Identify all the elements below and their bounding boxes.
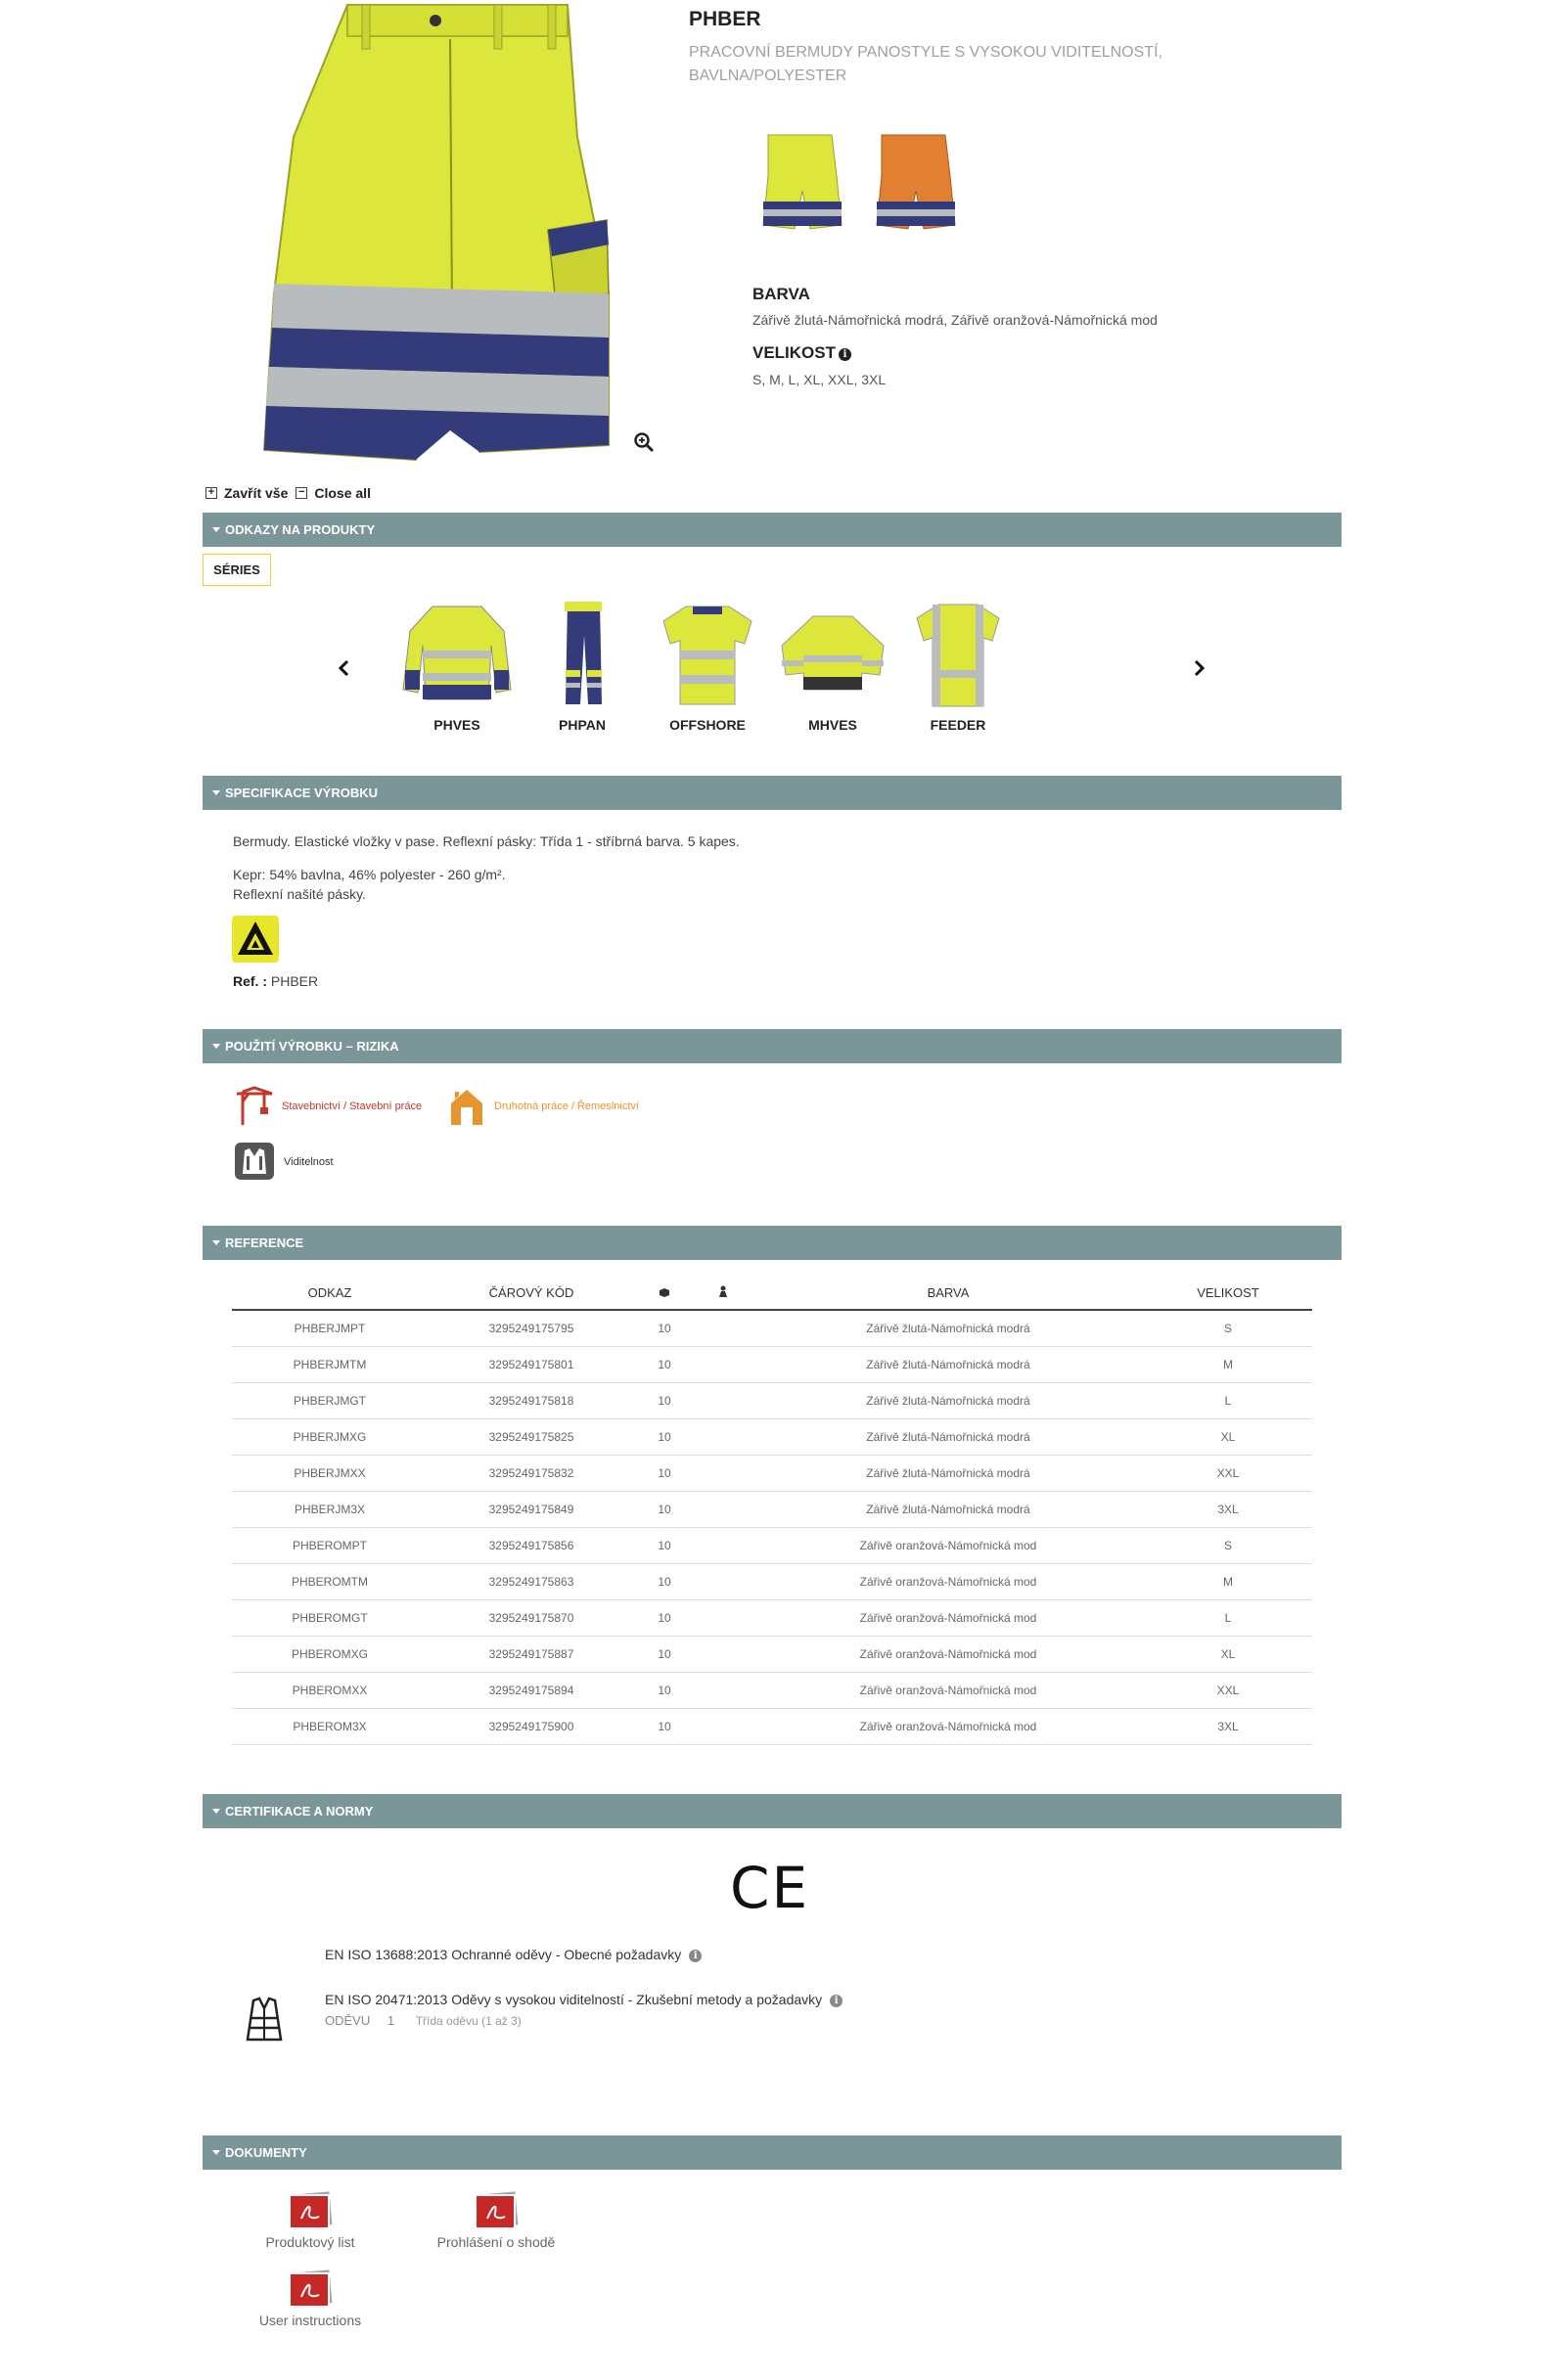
- cell-qty: 10: [635, 1563, 694, 1599]
- cell-qty: 10: [635, 1455, 694, 1491]
- standard-en-iso-20471: [325, 1992, 842, 2007]
- product-info: [689, 8, 1296, 88]
- col-header-size: VELIKOST: [1144, 1277, 1312, 1310]
- cell-qty: 10: [635, 1418, 694, 1455]
- table-row: [232, 1346, 1312, 1382]
- size-label: VELIKOST: [752, 343, 837, 362]
- minus-icon: −: [296, 487, 307, 499]
- ref-value: PHBER: [270, 973, 319, 989]
- table-row: [232, 1527, 1312, 1563]
- doc-label: Prohlášení o shodě: [436, 2234, 556, 2250]
- caret-down-icon: [212, 2150, 220, 2155]
- cell-barcode: 3295249175801: [428, 1346, 635, 1382]
- table-row: [232, 1418, 1312, 1455]
- cell-color: Zářivě žlutá-Námořnická modrá: [752, 1382, 1144, 1418]
- cell-size: M: [1144, 1346, 1312, 1382]
- col-header-ref: ODKAZ: [232, 1277, 428, 1310]
- table-row: [232, 1563, 1312, 1599]
- doc-product-sheet[interactable]: [227, 2191, 393, 2250]
- usage-label: Viditelnost: [284, 1156, 334, 1168]
- cell-ref: PHBEROMXG: [232, 1636, 428, 1672]
- size-value: S, M, L, XL, XXL, 3XL: [752, 372, 887, 387]
- cell-size: L: [1144, 1382, 1312, 1418]
- deltaplus-logo-icon: [232, 916, 279, 963]
- cell-qty: 10: [635, 1636, 694, 1672]
- cell-color: Zářivě žlutá-Námořnická modrá: [752, 1418, 1144, 1455]
- cell-ref: PHBERJMTM: [232, 1346, 428, 1382]
- caret-down-icon: [212, 1809, 220, 1814]
- cell-ref: PHBEROM3X: [232, 1708, 428, 1744]
- variant-orange-navy[interactable]: [867, 127, 965, 240]
- cell-size: S: [1144, 1527, 1312, 1563]
- color-label: BARVA: [752, 285, 810, 303]
- collapse-all-label: Close all: [314, 485, 371, 501]
- cell-ref: PHBERJMXX: [232, 1455, 428, 1491]
- cell-ref: PHBERJMPT: [232, 1310, 428, 1346]
- table-row: [232, 1708, 1312, 1744]
- cell-size: XL: [1144, 1418, 1312, 1455]
- carousel-label: FEEDER: [930, 717, 986, 733]
- section-title: DOKUMENTY: [225, 2145, 307, 2160]
- visibility-vest-icon: [235, 1143, 274, 1182]
- section-bar-spec[interactable]: [203, 776, 1342, 810]
- hi-vis-vest-icon: [244, 1997, 285, 2042]
- ce-mark: CE: [730, 1855, 810, 1921]
- carousel-item-phpan[interactable]: [524, 597, 641, 733]
- section-bar-usage[interactable]: [203, 1029, 1342, 1063]
- cell-empty: [694, 1708, 752, 1744]
- cell-barcode: 3295249175832: [428, 1455, 635, 1491]
- cell-barcode: 3295249175795: [428, 1310, 635, 1346]
- spec-description: Bermudy. Elastické vložky v pase. Reflexní pásky: Třída 1 - stříbrná barva. 5 kapes.: [233, 833, 740, 849]
- doc-user-instructions[interactable]: [227, 2269, 393, 2328]
- cell-color: Zářivě žlutá-Námořnická modrá: [752, 1346, 1144, 1382]
- cell-color: Zářivě oranžová-Námořnická mod: [752, 1636, 1144, 1672]
- cell-barcode: 3295249175818: [428, 1382, 635, 1418]
- collapse-all-button[interactable]: [296, 485, 371, 501]
- class-value: 1: [387, 2013, 395, 2028]
- carousel-prev-arrow[interactable]: [335, 653, 354, 683]
- cell-size: 3XL: [1144, 1491, 1312, 1527]
- carousel-label: PHPAN: [559, 717, 606, 733]
- usage-label: Stavebnictví / Stavební práce: [282, 1100, 423, 1112]
- info-icon[interactable]: i: [689, 1950, 702, 1962]
- zoom-icon[interactable]: [633, 431, 655, 453]
- ref-label: Ref. :: [233, 973, 267, 989]
- product-main-image[interactable]: [245, 0, 636, 470]
- cell-barcode: 3295249175900: [428, 1708, 635, 1744]
- cell-ref: PHBEROMXX: [232, 1672, 428, 1708]
- table-row: [232, 1672, 1312, 1708]
- cell-empty: [694, 1672, 752, 1708]
- carousel-label: MHVES: [808, 717, 857, 733]
- cell-color: Zářivě oranžová-Námořnická mod: [752, 1527, 1144, 1563]
- cell-color: Zářivě oranžová-Námořnická mod: [752, 1672, 1144, 1708]
- cell-color: Zářivě oranžová-Námořnická mod: [752, 1599, 1144, 1636]
- usage-visibility: [235, 1143, 334, 1182]
- table-row: [232, 1491, 1312, 1527]
- cell-size: XXL: [1144, 1455, 1312, 1491]
- cell-ref: PHBEROMTM: [232, 1563, 428, 1599]
- cell-empty: [694, 1346, 752, 1382]
- cell-qty: 10: [635, 1491, 694, 1527]
- cell-qty: 10: [635, 1599, 694, 1636]
- cell-empty: [694, 1636, 752, 1672]
- cell-qty: 10: [635, 1672, 694, 1708]
- cell-barcode: 3295249175887: [428, 1636, 635, 1672]
- doc-label: Produktový list: [265, 2234, 355, 2250]
- cell-color: Zářivě žlutá-Námořnická modrá: [752, 1491, 1144, 1527]
- expand-all-button[interactable]: [205, 485, 288, 501]
- cell-qty: 10: [635, 1346, 694, 1382]
- caret-down-icon: [212, 1240, 220, 1245]
- color-value: Zářivě žlutá-Námořnická modrá, Zářivě oranžová-Námořnická mod: [752, 312, 1158, 328]
- plus-icon: +: [205, 487, 217, 499]
- cell-barcode: 3295249175863: [428, 1563, 635, 1599]
- standard-text: EN ISO 13688:2013 Ochranné oděvy - Obecné požadavky: [325, 1947, 682, 1962]
- col-header-box: [635, 1277, 694, 1310]
- standard-en-iso-13688: [325, 1947, 702, 1962]
- product-subtitle: PRACOVNÍ BERMUDY PANOSTYLE S VYSOKOU VIDITELNOSTÍ, BAVLNA/POLYESTER: [689, 44, 1162, 84]
- class-note: Třída oděvu (1 až 3): [415, 2014, 522, 2028]
- table-row: [232, 1636, 1312, 1672]
- cell-empty: [694, 1563, 752, 1599]
- cell-barcode: 3295249175825: [428, 1418, 635, 1455]
- spec-material: Kepr: 54% bavlna, 46% polyester - 260 g/m².: [233, 867, 506, 882]
- cell-size: XXL: [1144, 1672, 1312, 1708]
- pdf-icon: [286, 2191, 335, 2230]
- carousel-item-offshore[interactable]: [649, 597, 766, 733]
- usage-construction: [235, 1086, 422, 1127]
- section-bar-docs[interactable]: [203, 2135, 1342, 2170]
- pdf-icon: [286, 2269, 335, 2309]
- section-bar-certs[interactable]: [203, 1794, 1342, 1828]
- cell-empty: [694, 1599, 752, 1636]
- usage-label: Druhotná práce / Řemeslnictví: [494, 1100, 639, 1112]
- cell-qty: 10: [635, 1527, 694, 1563]
- cell-empty: [694, 1310, 752, 1346]
- section-title: REFERENCE: [225, 1235, 304, 1250]
- info-icon[interactable]: i: [830, 1995, 842, 2007]
- house-icon: [447, 1086, 486, 1127]
- section-title: SPECIFIKACE VÝROBKU: [225, 786, 379, 800]
- cell-ref: PHBERJMXG: [232, 1418, 428, 1455]
- cell-barcode: 3295249175870: [428, 1599, 635, 1636]
- size-label-wrap: [752, 343, 851, 363]
- caret-down-icon: [212, 790, 220, 795]
- cell-color: Zářivě oranžová-Námořnická mod: [752, 1708, 1144, 1744]
- table-row: [232, 1455, 1312, 1491]
- cell-empty: [694, 1491, 752, 1527]
- cell-qty: 10: [635, 1708, 694, 1744]
- carousel-next-arrow[interactable]: [1189, 653, 1208, 683]
- cell-size: 3XL: [1144, 1708, 1312, 1744]
- cell-empty: [694, 1527, 752, 1563]
- table-row: [232, 1310, 1312, 1346]
- tab-series[interactable]: SÉRIES: [203, 554, 271, 586]
- product-title: PHBER: [689, 8, 761, 30]
- expand-collapse-toggles: [205, 485, 379, 501]
- standard-class: [325, 2013, 522, 2028]
- doc-declaration[interactable]: [413, 2191, 579, 2250]
- carousel-item-phves[interactable]: [398, 597, 516, 733]
- reference-table: [232, 1277, 1312, 1745]
- spec-reflective: Reflexní našité pásky.: [233, 886, 366, 902]
- col-header-color: BARVA: [752, 1277, 1144, 1310]
- cell-barcode: 3295249175894: [428, 1672, 635, 1708]
- cell-ref: PHBERJMGT: [232, 1382, 428, 1418]
- cell-qty: 10: [635, 1382, 694, 1418]
- carousel-label: OFFSHORE: [669, 717, 746, 733]
- class-label: ODĚVU: [325, 2013, 371, 2028]
- usage-craft: [447, 1086, 639, 1127]
- table-header-row: [232, 1277, 1312, 1310]
- cell-size: XL: [1144, 1636, 1312, 1672]
- cell-color: Zářivě žlutá-Námořnická modrá: [752, 1310, 1144, 1346]
- section-title: ODKAZY NA PRODUKTY: [225, 522, 376, 537]
- cell-size: M: [1144, 1563, 1312, 1599]
- cell-empty: [694, 1418, 752, 1455]
- cell-size: S: [1144, 1310, 1312, 1346]
- expand-all-label: Zavřít vše: [224, 485, 289, 501]
- caret-down-icon: [212, 527, 220, 532]
- box-icon: [659, 1287, 670, 1297]
- variant-yellow-navy[interactable]: [753, 127, 851, 240]
- table-row: [232, 1599, 1312, 1636]
- person-icon: [718, 1285, 728, 1297]
- cell-qty: 10: [635, 1310, 694, 1346]
- cell-empty: [694, 1455, 752, 1491]
- table-row: [232, 1382, 1312, 1418]
- cell-barcode: 3295249175856: [428, 1527, 635, 1563]
- cell-color: Zářivě žlutá-Námořnická modrá: [752, 1455, 1144, 1491]
- section-bar-links[interactable]: [203, 513, 1342, 547]
- col-header-person: [694, 1277, 752, 1310]
- cell-color: Zářivě oranžová-Námořnická mod: [752, 1563, 1144, 1599]
- cell-empty: [694, 1382, 752, 1418]
- carousel-label: PHVES: [433, 717, 480, 733]
- carousel-item-feeder[interactable]: [899, 597, 1017, 733]
- info-icon[interactable]: i: [839, 348, 851, 361]
- carousel-item-mhves[interactable]: [774, 597, 891, 733]
- caret-down-icon: [212, 1044, 220, 1049]
- pdf-icon: [472, 2191, 521, 2230]
- cell-barcode: 3295249175849: [428, 1491, 635, 1527]
- section-title: POUŽITÍ VÝROBKU – RIZIKA: [225, 1039, 399, 1054]
- crane-icon: [235, 1086, 274, 1127]
- section-bar-reference[interactable]: [203, 1226, 1342, 1260]
- section-title: CERTIFIKACE A NORMY: [225, 1804, 374, 1819]
- doc-label: User instructions: [258, 2313, 362, 2328]
- product-reference: [233, 973, 318, 989]
- cell-ref: PHBEROMGT: [232, 1599, 428, 1636]
- cell-ref: PHBERJM3X: [232, 1491, 428, 1527]
- cell-size: L: [1144, 1599, 1312, 1636]
- standard-text: EN ISO 20471:2013 Oděvy s vysokou viditelností - Zkušební metody a požadavky: [325, 1992, 823, 2007]
- col-header-barcode: ČÁROVÝ KÓD: [428, 1277, 635, 1310]
- cell-ref: PHBEROMPT: [232, 1527, 428, 1563]
